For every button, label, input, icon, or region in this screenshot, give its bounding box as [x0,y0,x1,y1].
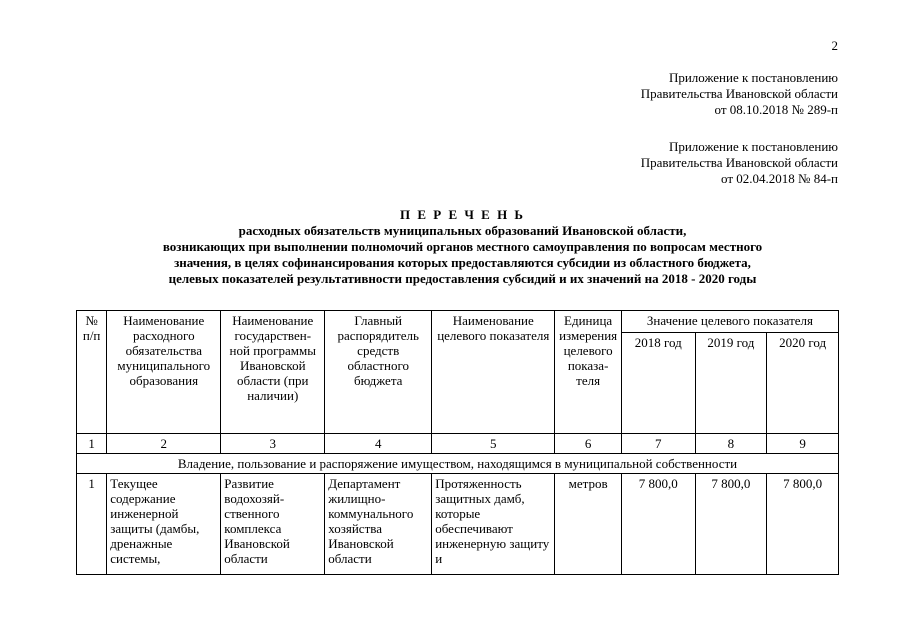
table-row [77,474,839,575]
column-number: 7 [621,434,695,454]
document-title [90,207,835,287]
section-title: Владение, пользование и распоряжение имуществом, находящимся в муниципальной собственности [77,454,839,474]
header-2019: 2019 год [695,332,767,433]
row-value-2020: 7 800,0 [767,474,839,575]
section-row [77,454,839,474]
title-line-1: расходных обязательств муниципальных образований Ивановской области, [238,223,687,238]
header-obligation: Наименование расходного обязательства муниципального образования [107,311,221,434]
appendix-2-line-1: Приложение к постановлению [668,139,838,154]
appendix-note-2 [641,139,838,187]
appendix-2-line-3: от 02.04.2018 № 84-п [721,171,838,186]
column-number: 5 [432,434,555,454]
row-obligation: Текущее содержание инженерной защиты (дамбы, дренажные системы, [107,474,221,575]
column-number: 8 [695,434,767,454]
column-number-row [77,434,839,454]
appendix-1-line-1: Приложение к постановлению [668,70,838,85]
row-value-2019: 7 800,0 [695,474,767,575]
row-manager: Департамент жилищно-коммунального хозяйства Ивановской области [325,474,432,575]
header-2018: 2018 год [621,332,695,433]
title-line-3: значения, в целях софинансирования которых предоставляются субсидии из областного бюджета, [174,255,751,270]
column-number: 9 [767,434,839,454]
column-number: 4 [325,434,432,454]
title-line-2: возникающих при выполнении полномочий органов местного самоуправления по вопросам местного [162,239,763,254]
header-value-group: Значение целевого показателя [621,311,838,333]
appendix-1-line-2: Правительства Ивановской области [640,86,838,101]
appendix-note-1 [641,70,838,118]
header-program: Наименование государствен-ной программы Ивановской области (при наличии) [221,311,325,434]
column-number: 3 [221,434,325,454]
header-2020: 2020 год [767,332,839,433]
appendix-1-line-3: от 08.10.2018 № 289-п [714,102,838,117]
row-indicator: Протяженность защитных дамб, которые обеспечивают инженерную защиту и [432,474,555,575]
row-value-2018: 7 800,0 [621,474,695,575]
header-unit: Единица измерения целевого показа-теля [555,311,622,434]
title-line-4: целевых показателей результативности предоставления субсидий и их значений на 2018 - 2020 годы [168,271,757,286]
row-program: Развитие водохозяй-ственного комплекса Ивановской области [221,474,325,575]
row-no: 1 [77,474,107,575]
column-number: 6 [555,434,622,454]
header-row-1 [77,311,839,333]
page-number: 2 [831,38,838,53]
row-unit: метров [555,474,622,575]
title-heading: П Е Р Е Ч Е Н Ь [399,207,526,222]
obligations-table [76,310,839,575]
header-indicator: Наименование целевого показателя [432,311,555,434]
column-number: 1 [77,434,107,454]
appendix-2-line-2: Правительства Ивановской области [640,155,838,170]
header-manager: Главный распорядитель средств областного бюджета [325,311,432,434]
column-number: 2 [107,434,221,454]
header-no: № п/п [77,311,107,434]
